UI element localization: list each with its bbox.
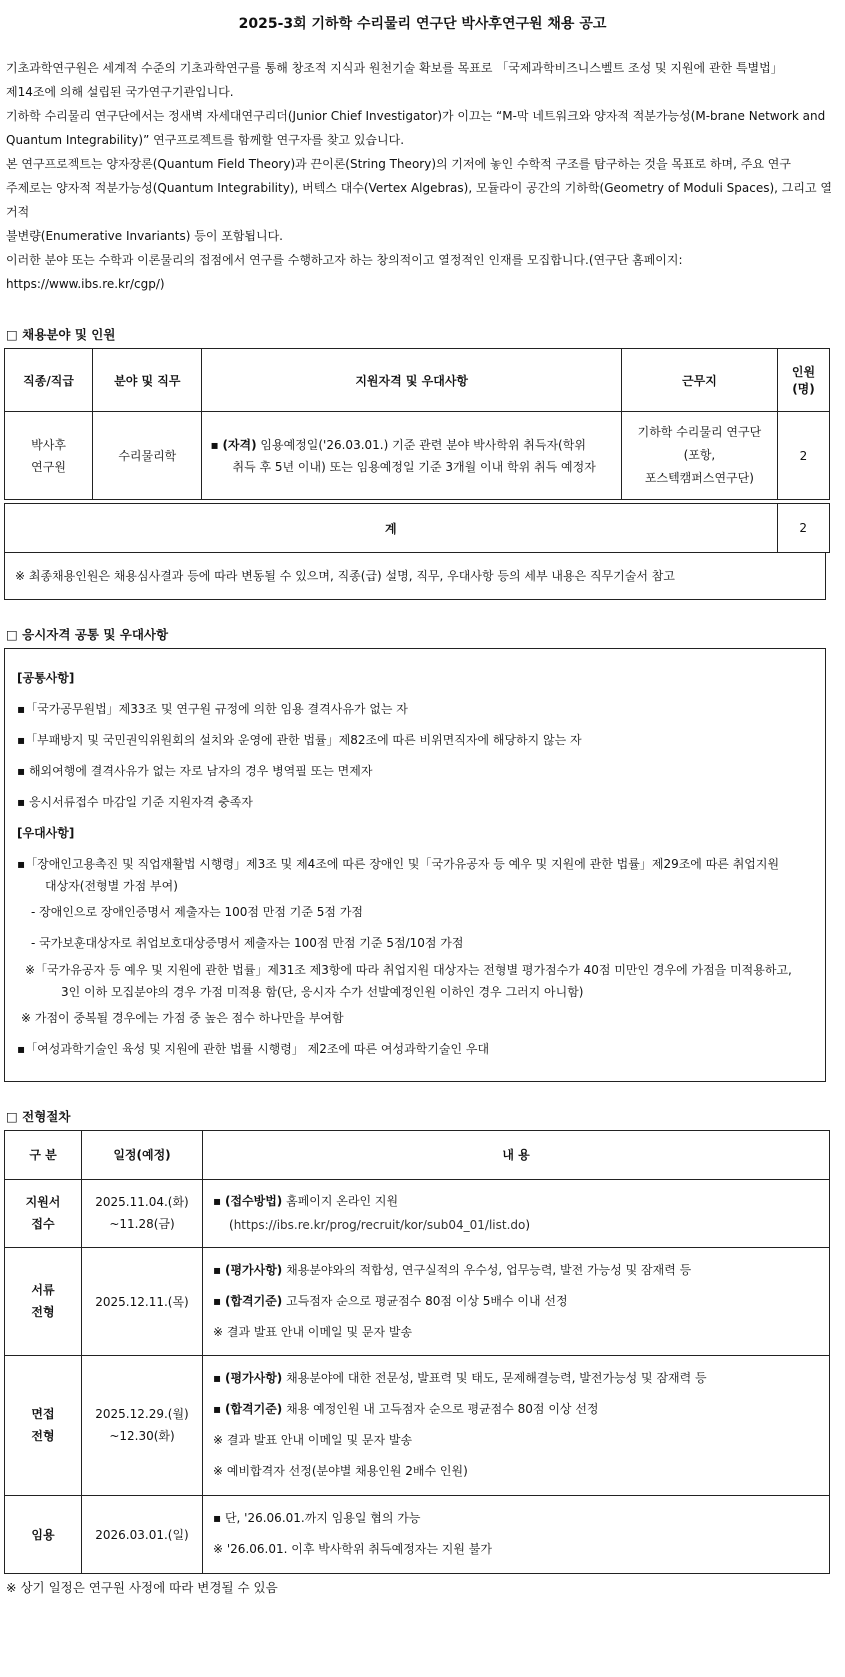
table-row [5, 1355, 830, 1495]
intro-line: 이러한 분야 또는 수학과 이론물리의 접점에서 연구를 수행하고자 하는 창의적이고 열정적인 인재를 모집합니다.(연구단 홈페이지: [6, 253, 683, 267]
intro-line: 불변량(Enumerative Invariants) 등이 포함됩니다. [6, 229, 284, 243]
page-title: 2025-3회 기하학 수리물리 연구단 박사후연구원 채용 공고 [238, 16, 607, 32]
location-cell: 기하학 수리물리 연구단 (포항, 포스텍캠퍼스연구단) [621, 412, 777, 500]
table-row [5, 1179, 830, 1247]
intro-text [0, 56, 845, 296]
list-item: - 국가보훈대상자로 취업보호대상증명서 제출자는 100점 만점 기준 5점/10점 가점 [31, 935, 464, 950]
intro-line: Quantum Integrability)” 연구프로젝트를 함께할 연구자를 찾고 있습니다. [6, 133, 405, 147]
col-content: 내 용 [203, 1130, 830, 1179]
intro-line: 주제로는 양자적 적분가능성(Quantum Integrability), 버텍스 대수(Vertex Algebras), 모듈라이 공간의 기하학(Geometry of Moduli Spaces), 그리고 열거적 [6, 181, 832, 219]
section-heading-qualifications: □ 응시자격 공통 및 우대사항 [6, 626, 169, 642]
qualification-cell: ▪ (자격) 임용예정일('26.03.01.) 기준 관련 분야 박사학위 취득자(학위 취득 후 5년 이내) 또는 임용예정일 기준 3개월 이내 학위 취득 예정자 [202, 412, 621, 500]
schedule-cell: 2026.03.01.(일) [82, 1495, 203, 1573]
intro-link[interactable]: https://www.ibs.re.kr/cgp/) [6, 277, 165, 291]
col-field: 분야 및 직무 [93, 349, 202, 412]
count-cell: 2 [777, 412, 829, 500]
field-cell: 수리물리학 [93, 412, 202, 500]
col-location: 근무지 [621, 349, 777, 412]
content-cell: ▪ (평가사항) 채용분야와의 적합성, 연구실적의 우수성, 업무능력, 발전 가능성 및 잠재력 등 ▪ (합격기준) 고득점자 순으로 평균점수 80점 이상 5배수 이내 선정 ※ 결과 발표 안내 이메일 및 문자 발송 [203, 1247, 830, 1355]
recruit-link[interactable]: https://ibs.re.kr/prog/recruit/kor/sub04_01/list.do [233, 1218, 526, 1232]
list-item: ※「국가유공자 등 예우 및 지원에 관한 법률」제31조 제3항에 따라 취업지원 대상자는 전형별 평가점수가 40점 미만인 경우에 가점을 미적용하고, 3인 이하 모집분야의 경우 가점 미적용 함(단, 응시자 수가 선발예정인원 이하인 경우 그러지 아니함) [25, 962, 792, 999]
content-cell: ▪ 단, '26.06.01.까지 임용일 협의 가능 ※ '26.06.01. 이후 박사학위 취득예정자는 지원 불가 [203, 1495, 830, 1573]
list-item: ▪「장애인고용촉진 및 직업재활법 시행령」제3조 및 제4조에 따른 장애인 및「국가유공자 등 예우 및 지원에 관한 법률」제29조에 따른 취업지원 대상자(전형별 가점 부여) [17, 856, 780, 893]
total-label: 계 [5, 504, 778, 553]
list-item: ▪ 해외여행에 결격사유가 없는 자로 남자의 경우 병역필 또는 면제자 [17, 763, 373, 778]
list-item: - 장애인으로 장애인증명서 제출자는 100점 만점 기준 5점 가점 [31, 904, 364, 919]
qualifications-box [4, 648, 826, 1082]
stage-cell: 면접 전형 [5, 1355, 82, 1495]
positions-note: ※ 최종채용인원은 채용심사결과 등에 따라 변동될 수 있으며, 직종(급) 설명, 직무, 우대사항 등의 세부 내용은 직무기술서 참고 [4, 552, 826, 600]
total-table [4, 503, 830, 553]
col-qualification: 지원자격 및 우대사항 [202, 349, 621, 412]
schedule-cell: 2025.11.04.(화) ~11.28(금) [82, 1179, 203, 1247]
positions-table [4, 348, 830, 500]
schedule-cell: 2025.12.11.(목) [82, 1247, 203, 1355]
schedule-cell: 2025.12.29.(월) ~12.30(화) [82, 1355, 203, 1495]
section-heading-process: □ 전형절차 [6, 1108, 71, 1124]
intro-line: 기하학 수리물리 연구단에서는 정새벽 자세대연구리더(Junior Chief Investigator)가 이끄는 “M-막 네트워크와 양자적 적분가능성(M-brane Network and [6, 109, 826, 123]
total-count: 2 [777, 504, 830, 553]
section-heading-positions: □ 채용분야 및 인원 [6, 327, 116, 342]
schedule-footnote: ※ 상기 일정은 연구원 사정에 따라 변경될 수 있음 [6, 1579, 278, 1595]
content-cell: ▪ (접수방법) 홈페이지 온라인 지원 (https://ibs.re.kr/prog/recruit/kor/sub04_01/list.do) [203, 1179, 830, 1247]
table-row [5, 1247, 830, 1355]
list-item: ▪「여성과학기술인 육성 및 지원에 관한 법률 시행령」 제2조에 따른 여성과학기술인 우대 [17, 1041, 490, 1056]
common-heading: [공통사항] [17, 670, 75, 685]
list-item: ▪「부패방지 및 국민권익위원회의 설치와 운영에 관한 법률」제82조에 따른 비위면직자에 해당하지 않는 자 [17, 732, 582, 747]
preference-heading: [우대사항] [17, 825, 75, 840]
intro-line: 기초과학연구원은 세계적 수준의 기초과학연구를 통해 창조적 지식과 원천기술 확보를 목표로 「국제과학비즈니스벨트 조성 및 지원에 관한 특별법」 [6, 61, 783, 75]
table-row [5, 412, 830, 500]
col-rank: 직종/직급 [5, 349, 93, 412]
col-stage: 구 분 [5, 1130, 82, 1179]
col-count: 인원 (명) [777, 349, 829, 412]
table-row [5, 1495, 830, 1573]
list-item: ▪ 응시서류접수 마감일 기준 지원자격 충족자 [17, 794, 253, 809]
list-item: ▪「국가공무원법」제33조 및 연구원 규정에 의한 임용 결격사유가 없는 자 [17, 701, 408, 716]
content-cell: ▪ (평가사항) 채용분야에 대한 전문성, 발표력 및 태도, 문제해결능력, 발전가능성 및 잠재력 등 ▪ (합격기준) 채용 예정인원 내 고득점자 순으로 평균점수 80점 이상 선정 ※ 결과 발표 안내 이메일 및 문자 발송 ※ 예비합격자 선정(분야별 채용인원 2배수 인원) [203, 1355, 830, 1495]
rank-cell: 박사후 연구원 [5, 412, 93, 500]
col-schedule: 일정(예정) [82, 1130, 203, 1179]
stage-cell: 임용 [5, 1495, 82, 1573]
stage-cell: 지원서 접수 [5, 1179, 82, 1247]
intro-line: 본 연구프로젝트는 양자장론(Quantum Field Theory)과 끈이론(String Theory)의 기저에 놓인 수학적 구조를 탐구하는 것을 목표로 하며, 주요 연구 [6, 157, 791, 171]
intro-line: 제14조에 의해 설립된 국가연구기관입니다. [6, 85, 234, 99]
list-item: ※ 가점이 중복될 경우에는 가점 중 높은 점수 하나만을 부여함 [21, 1010, 344, 1025]
stage-cell: 서류 전형 [5, 1247, 82, 1355]
process-table [4, 1130, 830, 1574]
